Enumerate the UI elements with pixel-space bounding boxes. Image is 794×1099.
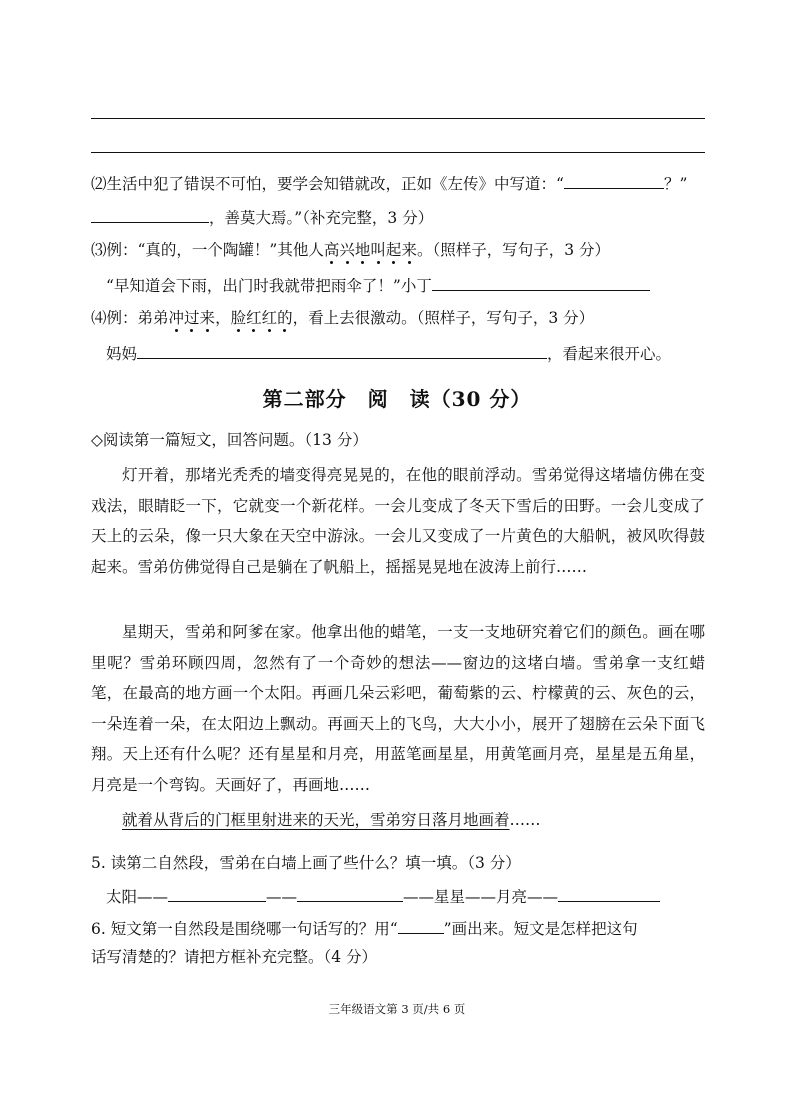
question-6-line-2: 话写清楚的？请把方框补充完整。（4 分）	[91, 948, 378, 966]
underline-sample	[398, 917, 444, 934]
question-2-text: ，善莫大焉。”（补充完整，3 分）	[209, 209, 434, 227]
question-6-line-1	[91, 917, 638, 939]
section-title: 第二部分 阅 读（30 分）	[262, 387, 532, 411]
dotted-char: 来	[401, 241, 417, 259]
dotted-char: 叫	[370, 241, 386, 259]
dotted-char: 红	[261, 309, 278, 327]
fill-blank[interactable]	[558, 885, 660, 902]
reading-paragraph-1: 灯开着，那堵光秃秃的墙变得亮晃晃的，在他的眼前浮动。雪弟觉得这堵墙仿佛在变戏法，眼睛眨一下，它就变一个新花样。一会儿变成了冬天下雪后的田野。一会儿变成了天上的云朵，像一只大象在天空中游泳。一会儿又变成了一片黄色的大船帆，被风吹得鼓起来。雪弟仿佛觉得自己是躺在了帆船上，摇摇晃晃地在波涛上前行……	[91, 466, 705, 576]
question-5-text: 太阳——	[106, 888, 169, 906]
paragraph-tail: ……	[509, 811, 541, 829]
question-4-example	[91, 308, 594, 328]
fill-blank[interactable]	[137, 342, 547, 359]
question-3-task	[106, 274, 650, 296]
dotted-char: 兴	[339, 241, 355, 259]
fill-blank[interactable]	[168, 885, 266, 902]
question-5-fill	[106, 885, 660, 907]
page-footer: 三年级语文第 3 页/共 6 页	[328, 1002, 466, 1016]
question-5: 5. 读第二自然段，雪弟在白墙上画了些什么？填一填。（3 分）	[91, 854, 521, 872]
question-5-text: ——星星——月亮——	[403, 888, 559, 906]
fill-blank[interactable]	[432, 274, 650, 291]
question-6-text: ”画出来。短文是怎样把这句	[443, 920, 638, 938]
question-4-text: ，	[215, 309, 231, 327]
question-2-line-2	[91, 206, 433, 228]
question-4-text: ，看上去很激动。（照样子，写句子，3 分）	[292, 309, 595, 327]
question-4-text: ⑷例：弟弟	[91, 309, 169, 327]
answer-line	[91, 118, 705, 119]
question-2-text: ？”	[663, 175, 688, 193]
fill-blank[interactable]	[91, 206, 209, 223]
dotted-char: 红	[246, 309, 262, 327]
dotted-char: 高	[323, 241, 340, 259]
reading-paragraph-2: 星期天，雪弟和阿爹在家。他拿出他的蜡笔，一支一支地研究着它们的颜色。画在哪里呢？雪弟环顾四周，忽然有了一个奇妙的想法——窗边的这堵白墙。雪弟拿一支红蜡笔，在最高的地方画一个太阳。再画几朵云彩吧，葡萄紫的云、柠檬黄的云、灰色的云，一朵连着一朵，在太阳边上飘动。再画天上的飞鸟，大大小小，展开了翅膀在云朵下面飞翔。天上还有什么呢？还有星星和月亮，用蓝笔画星星，用黄笔画月亮，星星是五角星，月亮是一个弯钩。天画好了，再画地……	[91, 623, 705, 794]
question-2-line-1	[91, 172, 687, 194]
underlined-sentence: 就着从背后的门框里射进来的天光，雪弟穷日落月地画着	[122, 811, 510, 829]
dotted-char: 地	[354, 241, 371, 259]
answer-line	[91, 152, 705, 153]
question-3-text: “早知道会下雨，出门时我就带把雨伞了！”小丁	[106, 277, 432, 295]
question-4-text: ，看起来很开心。	[547, 345, 672, 363]
question-3-text: ⑶例：“真的，一个陶罐！”其他人	[91, 241, 324, 259]
dotted-char: 来	[199, 309, 216, 327]
question-3-text: 。（照样子，写句子，3 分）	[416, 241, 610, 259]
dotted-char: 冲	[168, 309, 185, 327]
question-4-text: 妈妈	[106, 345, 138, 363]
question-4-task	[106, 342, 671, 364]
dotted-char: 过	[184, 309, 200, 327]
question-6-text: 6. 短文第一自然段是围绕哪一句话写的？用“	[91, 920, 398, 938]
question-3-example	[91, 240, 610, 260]
question-5-text: ——	[266, 888, 298, 906]
dotted-char: 的	[277, 309, 293, 327]
dotted-char: 脸	[230, 309, 247, 327]
question-2-text: ⑵生活中犯了错误不可怕，要学会知错就改，正如《左传》中写道：“	[91, 175, 564, 193]
reading-paragraph-3	[91, 805, 705, 836]
reading-intro: ◇阅读第一篇短文，回答问题。（13 分）	[91, 431, 368, 449]
dotted-char: 起	[385, 241, 402, 259]
fill-blank[interactable]	[297, 885, 403, 902]
fill-blank[interactable]	[564, 172, 664, 189]
